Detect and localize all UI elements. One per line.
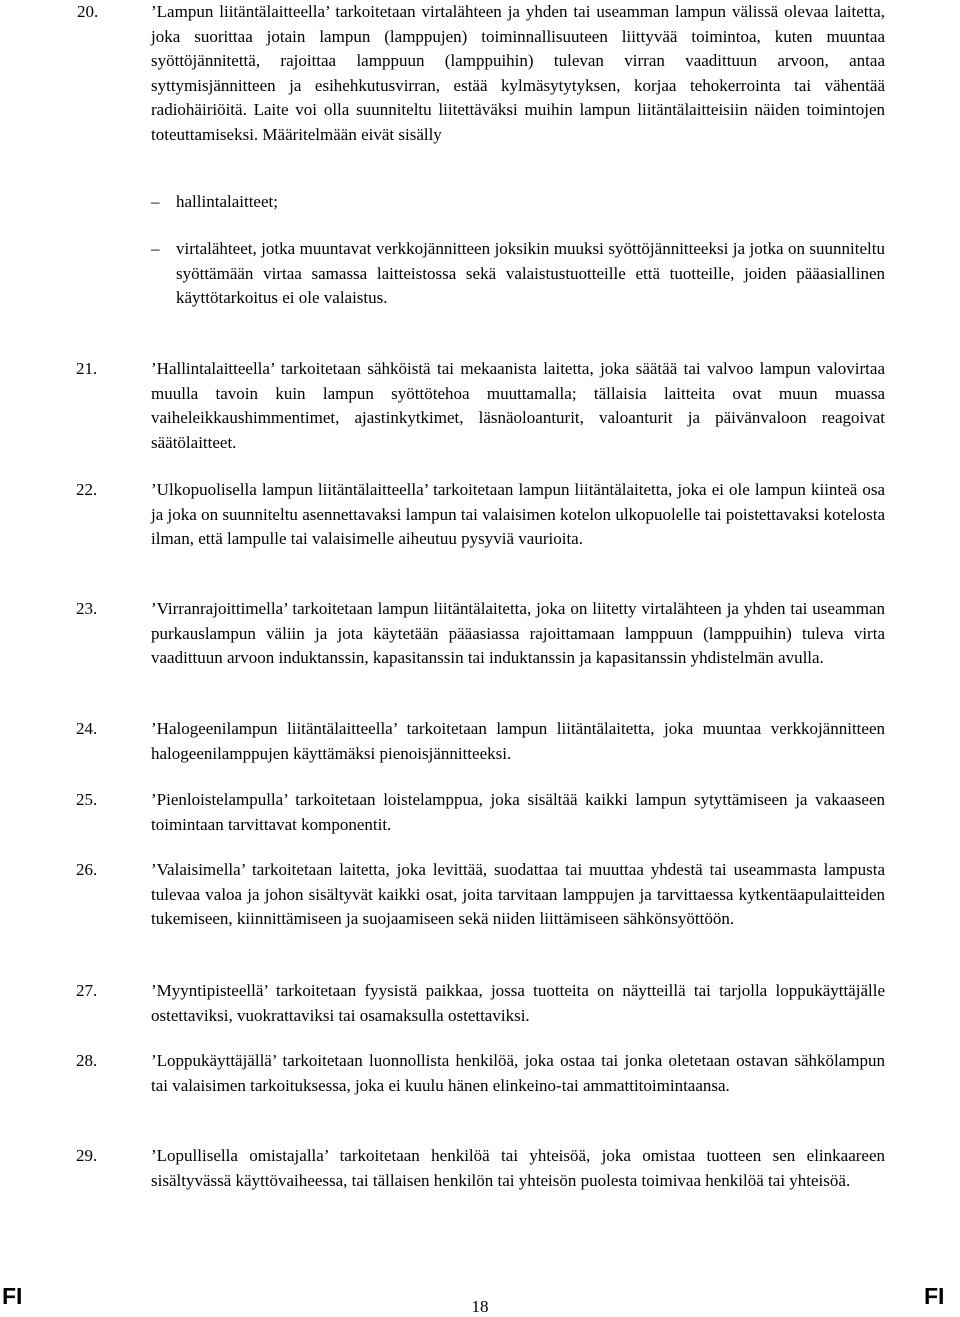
definition-text: ’Lopullisella omistajalla’ tarkoitetaan henkilöä tai yhteisöä, joka omistaa tuotteen sen elinkaareen sisältyvässä käyttövaiheessa, tai tällaisen henkilön tai yhteisön puolesta toimivaa henkilöä tai yhteisöä.	[151, 1146, 885, 1190]
definition-text: ’Myyntipisteellä’ tarkoitetaan fyysistä paikkaa, jossa tuotteita on näytteillä tai tarjolla loppukäyttäjälle ostettaviksi, vuokrattaviksi tai osamaksulla ostettaviksi.	[151, 981, 885, 1025]
dash-bullet: –	[151, 239, 160, 258]
definition-text: ’Valaisimella’ tarkoitetaan laitetta, joka levittää, suodattaa tai muuttaa yhdestä tai useammasta lampusta tulevaa valoa ja johon sisältyvät kaikki osat, joita tarvitaan lamppujen ja tarvittaessa kytkentäapulaitteiden tukemiseen, kiinnittämiseen ja suojaamiseen sekä niiden liittämiseen sähkönsyöttöön.	[151, 860, 885, 928]
definition-text: ’Virranrajoittimella’ tarkoitetaan lampun liitäntälaitetta, joka on liitetty virtalähteen ja yhden tai useamman purkauslampun väliin ja jota käytetään pääasiassa rajoittamaan lamppuun (lamppuihin) tuleva virta vaadittuun arvoon induktanssin, kapasitanssin tai induktanssin ja kapasitanssin yhdistelmän avulla.	[151, 599, 885, 667]
page-number: 18	[471, 1297, 489, 1316]
definition-number: 21.	[76, 359, 98, 378]
definition-number: 20.	[77, 2, 99, 21]
definition-number: 29.	[76, 1146, 98, 1165]
definition-text: ’Pienloistelampulla’ tarkoitetaan loistelamppua, joka sisältää kaikki lampun sytyttämiseen ja vakaaseen toimintaan tarvittavat komponentit.	[151, 790, 885, 834]
definition-text: ’Lampun liitäntälaitteella’ tarkoitetaan virtalähteen ja yhden tai useamman lampun välissä olevaa laitetta, joka suorittaa jotain lampun (lamppujen) toiminnallisuuteen liittyvää toimintoa, kuten muuntaa syöttöjännitettä, rajoittaa lamppuun (lamppuihin) tulevan virran vaadittuun arvoon, antaa syttymisjännitteen ja esihehkutusvirran, estää kylmäsytytyksen, korjaa tehokerrointa tai vähentää radiohäiriöitä. Laite voi olla suunniteltu liitettäväksi muihin lampun liitäntälaitteisiin näiden toimintojen toteuttamiseksi. Määritelmään eivät sisälly	[151, 2, 885, 144]
subitem-text: virtalähteet, jotka muuntavat verkkojännitteen joksikin muuksi syöttöjännitteeksi ja jotka on suunniteltu syöttämään virtaa samassa laitteistossa sekä valaistustuotteille että tuotteille, joiden pääasiallinen käyttötarkoitus ei ole valaistus.	[176, 239, 885, 307]
definition-text: ’Hallintalaitteella’ tarkoitetaan sähköistä tai mekaanista laitetta, joka säätää tai valvoo lampun valovirtaa muulla tavoin kuin lampun syöttötehoa muuttamalla; tällaisia laitteita ovat muun muassa vaiheleikkaushimmentimet, ajastinkytkimet, läsnäoloanturit, valoanturit ja päivänvaloon reagoivat säätölaitteet.	[151, 359, 885, 452]
definition-number: 27.	[76, 981, 98, 1000]
definition-number: 23.	[76, 599, 98, 618]
footer-language-left: FI	[2, 1283, 23, 1309]
subitem-text: hallintalaitteet;	[176, 192, 278, 211]
definition-number: 28.	[76, 1051, 98, 1070]
definition-text: ’Halogeenilampun liitäntälaitteella’ tarkoitetaan lampun liitäntälaitetta, joka muuntaa verkkojännitteen halogeenilamppujen käyttämäksi pienoisjännitteeksi.	[151, 719, 885, 763]
footer-language-right: FI	[924, 1283, 945, 1309]
definition-number: 22.	[76, 480, 98, 499]
definition-number: 24.	[76, 719, 98, 738]
dash-bullet: –	[151, 192, 160, 211]
definition-text: ’Loppukäyttäjällä’ tarkoitetaan luonnollista henkilöä, joka ostaa tai jonka oletetaan ostavan sähkölampun tai valaisimen tarkoituksessa, joka ei kuulu hänen elinkeino-tai ammattitoimintaansa.	[151, 1051, 885, 1095]
definition-number: 25.	[76, 790, 98, 809]
definition-text: ’Ulkopuolisella lampun liitäntälaitteella’ tarkoitetaan lampun liitäntälaitetta, joka ei ole lampun kiinteä osa ja joka on suunniteltu asennettavaksi lampun tai valaisimen kotelon ulkopuolelle tai poistettavaksi kotelosta ilman, että lampulle tai valaisimelle aiheutuu pysyviä vaurioita.	[151, 480, 885, 548]
definition-number: 26.	[76, 860, 98, 879]
